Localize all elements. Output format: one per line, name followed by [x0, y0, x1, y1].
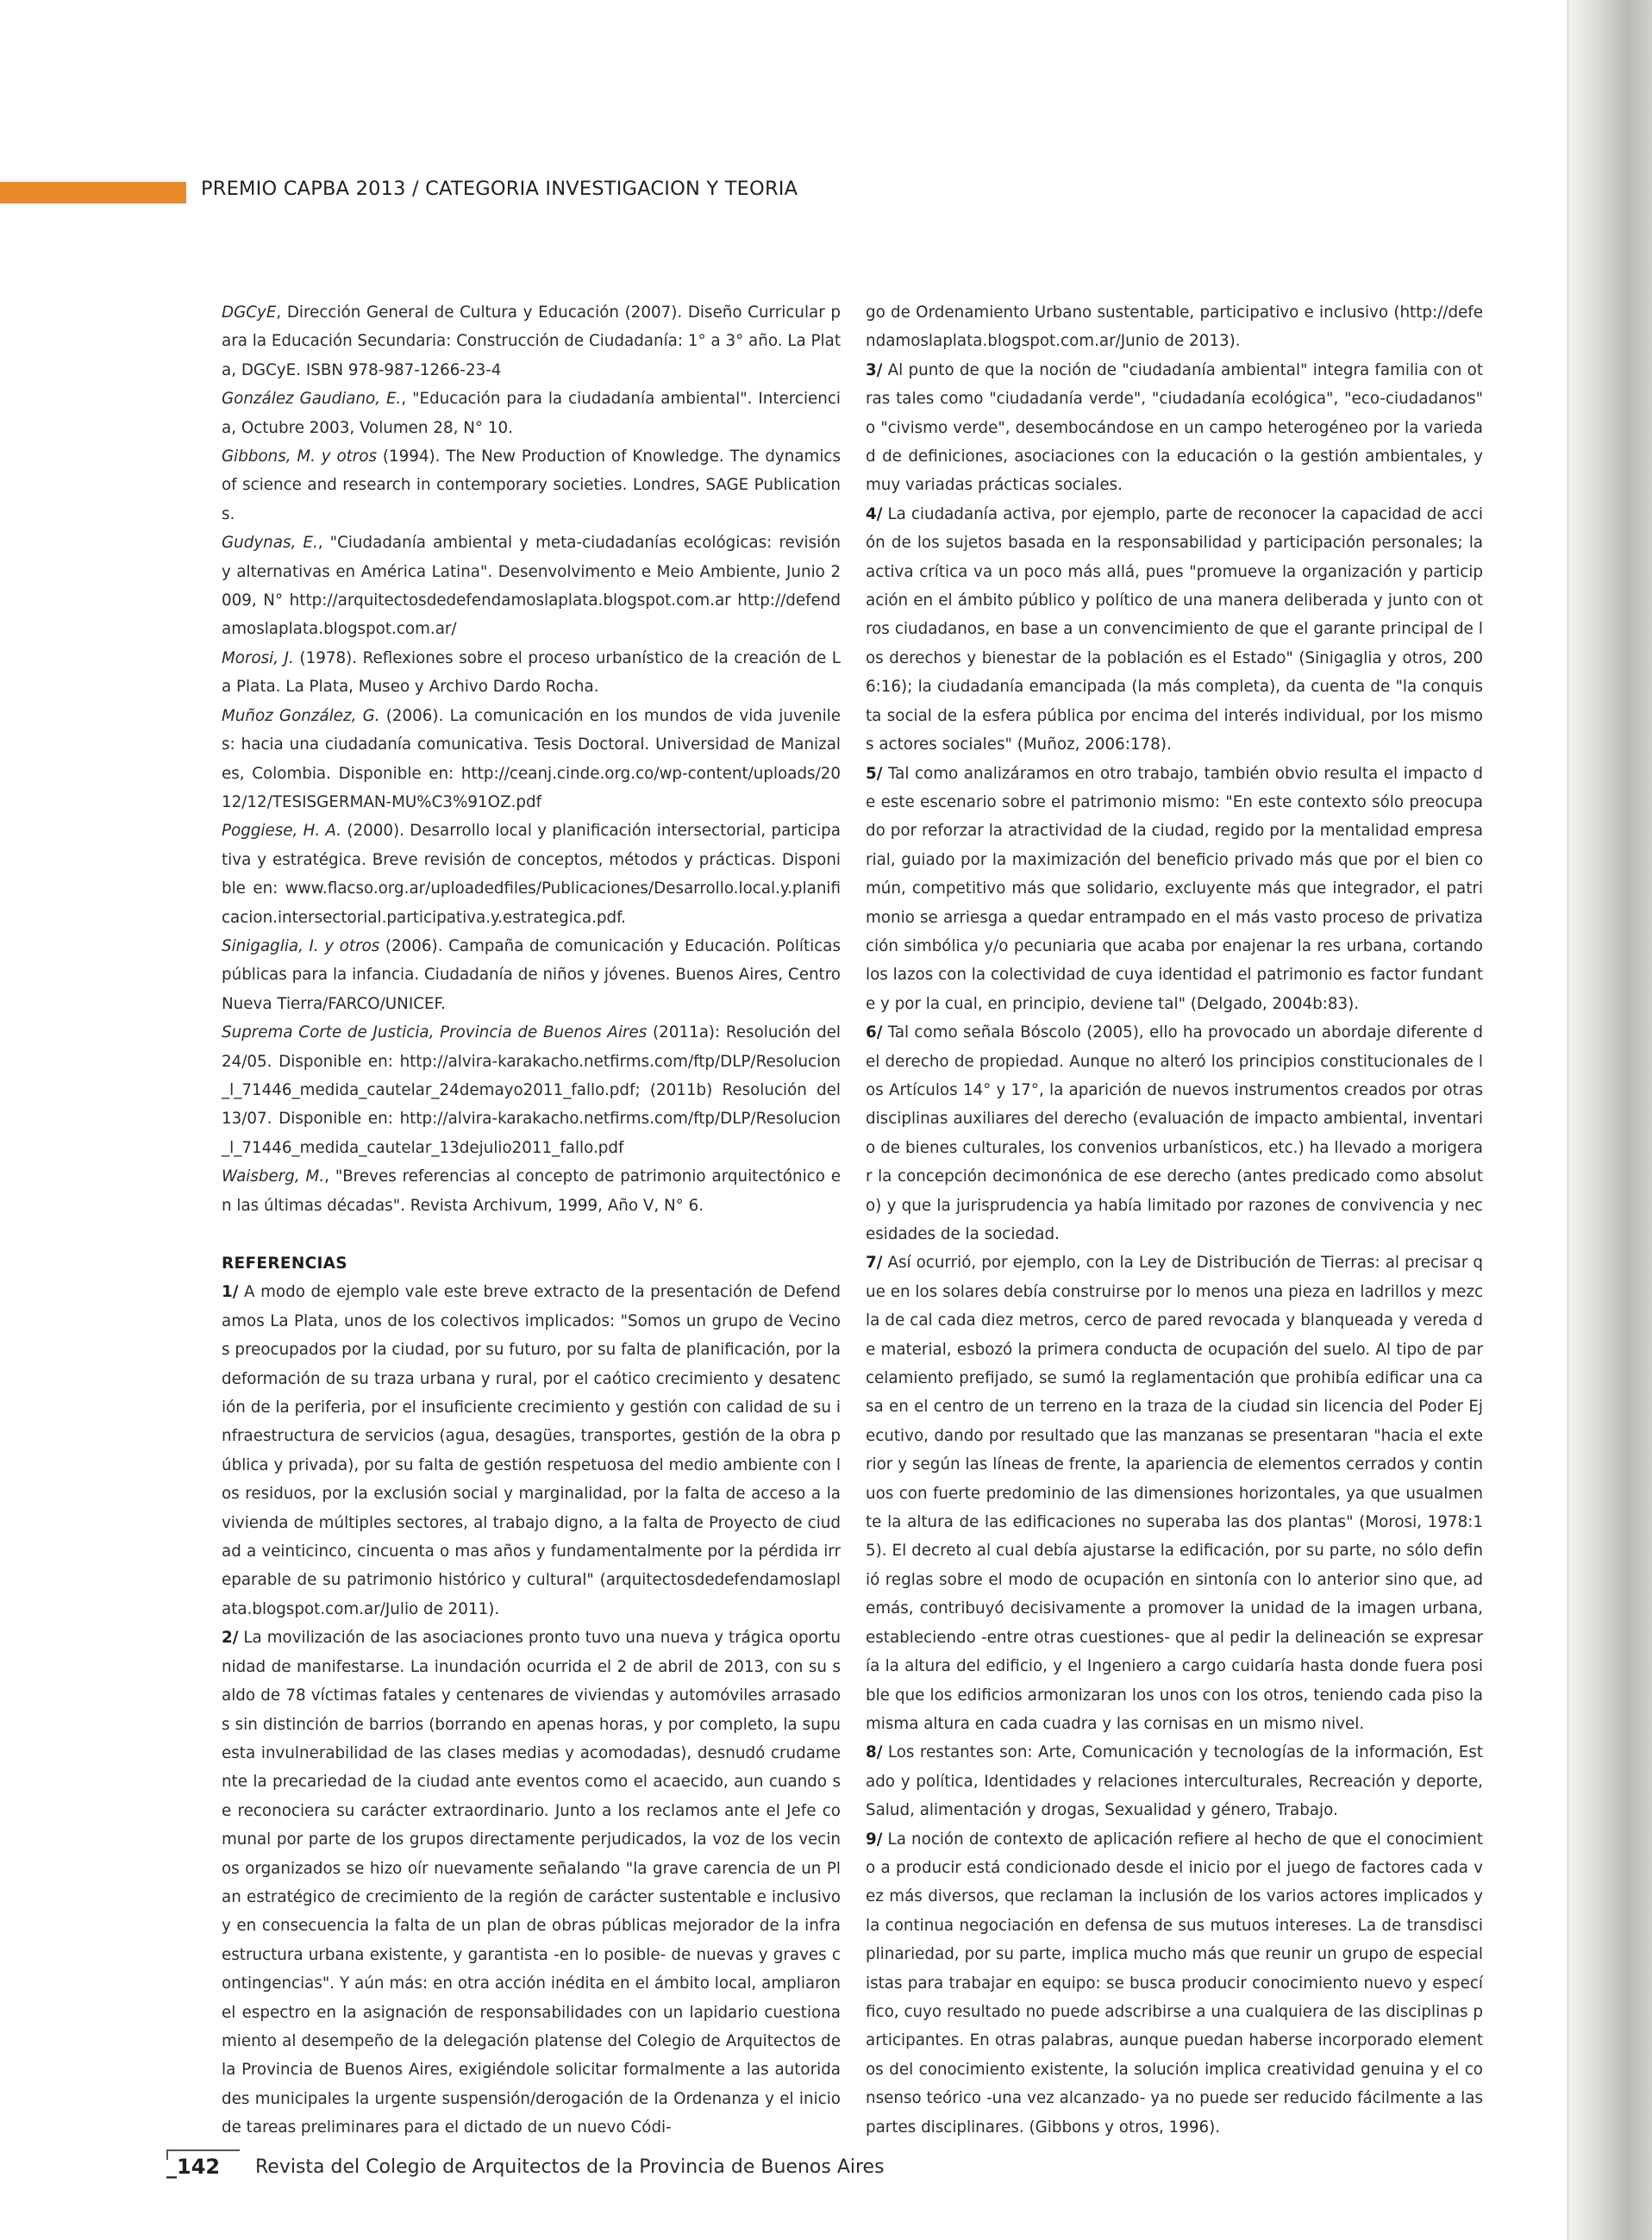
note-7: 7/ Así ocurrió, por ejemplo, con la Ley de Distribución de Tierras: al precisar que en los solares debía construirse por lo menos una pieza en ladrillos y mezcla de cal cada diez metros, cerco de pared revocada y blanqueada y vereda de material, esbozó la primera conducta de ocupación del suelo. Al tipo de parcelamiento prefijado, se sumó la reglamentación que prohibía edificar una casa en el centro de un terreno en la traza de la ciudad sin licencia del Poder Ejecutivo, dando por resultado que las manzanas se presentaran "hacia el exterior y según las líneas de frente, la apariencia de elementos cerrados y continuos con fuerte predominio de las dimensiones horizontales, ya que usualmente la altura de las edificaciones no superaba las dos plantas" (Morosi, 1978:15). El decreto al cual debía ajustarse la edificación, por su parte, no sólo definió reglas sobre el modo de ocupación en sintonía con lo anterior sino que, además, contribuyó decisivamente a promover la unidad de la imagen urbana, estableciendo -entre otras cuestiones- que al pedir la delineación se expresaría la altura del edificio, y el Ingeniero a cargo cuidaría hasta donde fuera posible que los edificios armonizaran los unos con los otros, teniendo cada piso la misma altura en cada cuadra y las cornisas en un mismo nivel. — [866, 1254, 1483, 1733]
bib-entry: González Gaudiano, E., "Educación para la ciudadanía ambiental". Interciencia, Octubre 2003, Volumen 28, N° 10. — [222, 390, 841, 437]
bib-entry: Sinigaglia, I. y otros (2006). Campaña de comunicación y Educación. Políticas públicas para la infancia. Ciudadanía de niños y jóvenes. Buenos Aires, Centro Nueva Tierra/FARCO/UNICEF. — [222, 936, 841, 1013]
note-9: 9/ La noción de contexto de aplicación refiere al hecho de que el conocimiento a producir está condicionado desde el inicio por el juego de factores cada vez más diversos, que reclaman la inclusión de los varios actores implicados y la continua negociación en defensa de sus mutuos intereses. La de transdisciplinariedad, por su parte, implica mucho más que reunir un grupo de especialistas para trabajar en equipo: se busca producir conocimiento nuevo y específico, cuyo resultado no puede adscribirse a una cualquiera de las disciplinas participantes. En otras palabras, aunque puedan haberse incorporado elementos del conocimiento existente, la solución implica creatividad genuina y el consenso teórico -una vez alcanzado- ya no puede ser reducido fácilmente a las partes disciplinares. (Gibbons y otros, 1996). — [866, 1830, 1483, 2137]
page-header-title: PREMIO CAPBA 2013 / CATEGORIA INVESTIGACION Y TEORIA — [201, 178, 798, 200]
header-accent-bar — [0, 182, 186, 203]
note-6: 6/ Tal como señala Bóscolo (2005), ello ha provocado un abordaje diferente del derecho de propiedad. Aunque no alteró los principios constitucionales de los Artículos 14° y 17°, la aparición de nuevos instrumentos creados por otras disciplinas auxiliares del derecho (evaluación de impacto ambiental, inventario de bienes culturales, los convenios urbanísticos, etc.) ha llevado a morigerar la concepción decimonónica de ese derecho (antes predicado como absoluto) y que la jurisprudencia ya había limitado por razones de convivencia y necesidades de la sociedad. — [866, 1023, 1483, 1243]
note-5: 5/ Tal como analizáramos en otro trabajo, también obvio resulta el impacto de este escenario sobre el patrimonio mismo: "En este contexto sólo preocupado por reforzar la atractividad de la ciudad, regido por la mentalidad empresarial, guiado por la maximización del beneficio privado más que por el bien común, competitivo más que solidario, excluyente más que integrador, el patrimonio se arriesga a quedar entrampado en el más vasto proceso de privatización simbólica y/o pecuniaria que acaba por enajenar la res urbana, cortando los lazos con la colectividad de cuya identidad el patrimonio es factor fundante y por la cual, en principio, deviene tal" (Delgado, 2004b:83). — [866, 764, 1483, 1013]
adjacent-page-shadow — [1570, 0, 1652, 2240]
bib-entry: Waisberg, M., "Breves referencias al concepto de patrimonio arquitectónico en las últimas décadas". Revista Archivum, 1999, Año V, N° 6. — [222, 1167, 842, 1215]
bib-entry: Muñoz González, G. (2006). La comunicación en los mundos de vida juveniles: hacia una ciudadanía comunicativa. Tesis Doctoral. Universidad de Manizales, Colombia. Disponible en: http://ceanj.cinde.org.co/wp-content/uploads/2012/12/TESISGERMAN-MU%C3%91OZ.pdf — [222, 706, 842, 811]
note-1: 1/ A modo de ejemplo vale este breve extracto de la presentación de Defendamos La Plata, unos de los colectivos implicados: "Somos un grupo de Vecinos preocupados por la ciudad, por su futuro, por su falta de planificación, por la deformación de su traza urbana y rural, por el caótico crecimiento y desatención de la periferia, por el insuficiente crecimiento y gestión con calidad de su infraestructura de servicios (agua, desagües, transportes, gestión de la obra pública y privada), por su falta de gestión respetuosa del medio ambiente con los residuos, por la exclusión social y marginalidad, por la falta de acceso a la vivienda de múltiples sectores, al trabajo digno, a la falta de Proyecto de ciudad a veinticinco, cincuenta o mas años y fundamentalmente por la pérdida irreparable de su patrimonio histórico y cultural" (arquitectosdedefendamoslaplata.blogspot.com.ar/Julio de 2011). — [222, 1283, 841, 1618]
note-2-continued: go de Ordenamiento Urbano sustentable, participativo e inclusivo (http://defendamoslaplata.blogspot.com.ar/Junio de 2013). — [866, 303, 1483, 351]
bib-entry: DGCyE, Dirección General de Cultura y Educación (2007). Diseño Curricular para la Educación Secundaria: Construcción de Ciudadanía: 1° a 3° año. La Plata, DGCyE. ISBN 978-987-1266-23-4 — [222, 303, 841, 379]
bib-entry: Suprema Corte de Justicia, Provincia de Buenos Aires (2011a): Resolución del 24/05. Disponible en: http://alvira-karakacho.netfirms.com/ftp/DLP/Resolucion_l_71446_medida_cautelar_24demayo2011_fallo.pdf; (2011b) Resolución del 13/07. Disponible en: http://alvira-karakacho.netfirms.com/ftp/DLP/Resolucion_l_71446_medida_cautelar_13dejulio2011_fallo.pdf — [222, 1023, 841, 1157]
bib-entry: Morosi, J. (1978). Reflexiones sobre el proceso urbanístico de la creación de La Plata. La Plata, Museo y Archivo Dardo Rocha. — [222, 648, 841, 697]
bib-entry: Gudynas, E., "Ciudadanía ambiental y meta-ciudadanías ecológicas: revisión y alternativas en América Latina". Desenvolvimento e Meio Ambiente, Junio 2009, N° http://arquitectosdedefendamoslaplata.blogspot.com.ar http://defendamoslaplata.blogspot.com.ar/ — [222, 534, 841, 639]
note-3: 3/ Al punto de que la noción de "ciudadanía ambiental" integra familia con otras tales como "ciudadanía verde", "ciudadanía ecológica", "eco-ciudadanos" o "civismo verde", desembocándose en un campo heterogéneo por la variedad de definiciones, asociaciones con la educación o la gestión ambientales, y muy variadas prácticas sociales. — [866, 360, 1483, 495]
bib-entry: Gibbons, M. y otros (1994). The New Production of Knowledge. The dynamics of science and research in contemporary societies. Londres, SAGE Publications. — [222, 447, 841, 523]
left-column — [222, 298, 841, 2143]
note-4: 4/ La ciudadanía activa, por ejemplo, parte de reconocer la capacidad de acción de los sujetos basada en la responsabilidad y participación personales; la activa crítica va un poco más allá, pues "promueve la organización y participación en el ámbito público y político de una manera deliberada y junto con otros ciudadanos, en base a un convencimiento de que el garante principal de los derechos y bienestar de la población es el Estado" (Sinigaglia y otros, 2006:16); la ciudadanía emancipada (la más completa), da cuenta de "la conquista social de la esfera pública por encima del interés individual, por los mismos actores sociales" (Muñoz, 2006:178). — [866, 504, 1483, 754]
right-column — [866, 298, 1483, 2142]
note-2: 2/ La movilización de las asociaciones pronto tuvo una nueva y trágica oportunidad de manifestarse. La inundación ocurrida el 2 de abril de 2013, con su saldo de 78 víctimas fatales y centenares de viviendas y automóviles arrasados sin distinción de barrios (borrando en apenas horas, y por completo, la supuesta invulnerabilidad de las clases medias y acomodadas), desnudó crudamente la precariedad de la ciudad ante eventos como el acaecido, aun cuando se reconociera su carácter extraordinario. Junto a los reclamos ante el Jefe comunal por parte de los grupos directamente perjudicados, la voz de los vecinos organizados se hizo oír nuevamente señalando "la grave carencia de un Plan estratégico de crecimiento de la región de carácter sustentable e inclusivo y en consecuencia la falta de un plan de obras públicas mejorador de la infraestructura urbana existente, y garantista -en lo posible- de nuevas y graves contingencias". Y aún más: en otra acción inédita en el ámbito local, ampliaron el espectro en la asignación de responsabilidades con un lapidario cuestionamiento al desempeño de la delegación platense del Colegio de Arquitectos de la Provincia de Buenos Aires, exigiéndole solicitar formalmente a las autoridades municipales la urgente suspensión/derogación de la Ordenanza y el inicio de tareas preliminares para el dictado de un nuevo Códi- — [222, 1629, 841, 2137]
page-number: _142 — [166, 2155, 221, 2179]
references-heading: REFERENCIAS — [222, 1255, 347, 1273]
publication-name: Revista del Colegio de Arquitectos de la Provincia de Buenos Aires — [255, 2156, 885, 2178]
note-8: 8/ Los restantes son: Arte, Comunicación y tecnologías de la información, Estado y política, Identidades y relaciones interculturales, Recreación y deporte, Salud, alimentación y drogas, Sexualidad y género, Trabajo. — [866, 1743, 1483, 1820]
bib-entry: Poggiese, H. A. (2000). Desarrollo local y planificación intersectorial, participativa y estratégica. Breve revisión de conceptos, métodos y prácticas. Disponible en: www.flacso.org.ar/uploadedfiles/Publicaciones/Desarrollo.local.y.planificacion.intersectorial.participativa.y.estrategica.pdf. — [222, 822, 841, 927]
footer-rule — [166, 2149, 240, 2151]
